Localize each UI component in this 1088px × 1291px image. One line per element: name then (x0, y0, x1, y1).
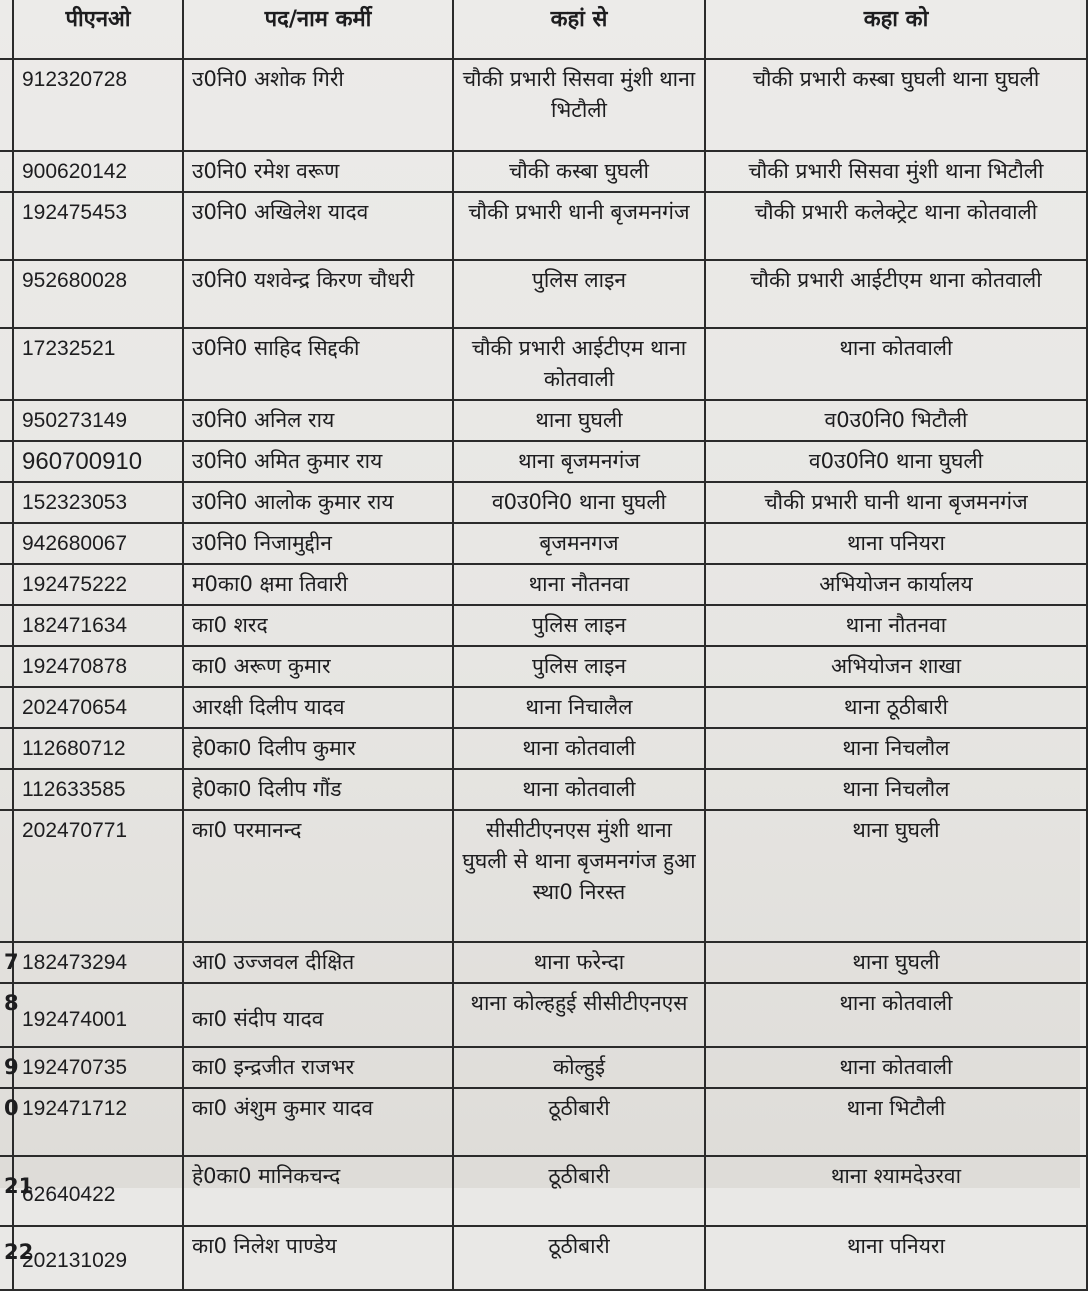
row-serial (0, 810, 13, 942)
row-from: थाना फरेन्दा (453, 942, 705, 983)
table-row (0, 400, 1087, 441)
row-pno: 192471712 (13, 1088, 183, 1156)
row-from: थाना बृजमनगंज (453, 441, 705, 482)
row-from: पुलिस लाइन (453, 646, 705, 687)
row-name: उ0नि0 अमित कुमार राय (183, 441, 453, 482)
row-name: आरक्षी दिलीप यादव (183, 687, 453, 728)
table-row (0, 1156, 1087, 1226)
row-pno: 942680067 (13, 523, 183, 564)
table-row (0, 769, 1087, 810)
row-serial: 0 (0, 1088, 13, 1156)
row-to: चौकी प्रभारी कलेक्ट्रेट थाना कोतवाली (705, 192, 1087, 260)
row-pno: 192475453 (13, 192, 183, 260)
row-serial: 22 (0, 1226, 13, 1290)
row-to: थाना कोतवाली (705, 983, 1087, 1047)
row-to: चौकी प्रभारी आईटीएम थाना कोतवाली (705, 260, 1087, 328)
row-pno: 202470771 (13, 810, 183, 942)
row-pno: 900620142 (13, 151, 183, 192)
row-from: ठूठीबारी (453, 1156, 705, 1226)
row-serial (0, 192, 13, 260)
row-name: हे0का0 मानिकचन्द (183, 1156, 453, 1226)
row-from: पुलिस लाइन (453, 260, 705, 328)
row-to: व0उ0नि0 भिटौली (705, 400, 1087, 441)
row-name: उ0नि0 आलोक कुमार राय (183, 482, 453, 523)
row-pno: 112680712 (13, 728, 183, 769)
row-to: चौकी प्रभारी कस्बा घुघली थाना घुघली (705, 59, 1087, 151)
row-serial (0, 400, 13, 441)
row-name: हे0का0 दिलीप कुमार (183, 728, 453, 769)
table-row (0, 151, 1087, 192)
row-serial: 8 (0, 983, 13, 1047)
row-pno: 192474001 (13, 983, 183, 1047)
row-pno: 152323053 (13, 482, 183, 523)
row-name: उ0नि0 यशवेन्द्र किरण चौधरी (183, 260, 453, 328)
row-serial: 9 (0, 1047, 13, 1088)
table-row (0, 523, 1087, 564)
row-from: पुलिस लाइन (453, 605, 705, 646)
header-name: पद/नाम कर्मी (183, 0, 453, 59)
row-from: थाना घुघली (453, 400, 705, 441)
table-row (0, 482, 1087, 523)
row-pno: 202131029 (13, 1226, 183, 1290)
table-row (0, 810, 1087, 942)
table-row (0, 564, 1087, 605)
row-serial (0, 441, 13, 482)
row-to: अभियोजन कार्यालय (705, 564, 1087, 605)
row-to: थाना पनियरा (705, 1226, 1087, 1290)
row-pno: 112633585 (13, 769, 183, 810)
row-from: चौकी प्रभारी आईटीएम थाना कोतवाली (453, 328, 705, 400)
row-serial: 7 (0, 942, 13, 983)
row-from: चौकी कस्बा घुघली (453, 151, 705, 192)
table-row (0, 59, 1087, 151)
row-serial (0, 523, 13, 564)
table-header-row (0, 0, 1087, 59)
row-to: थाना पनियरा (705, 523, 1087, 564)
row-to: थाना ठूठीबारी (705, 687, 1087, 728)
row-from: व0उ0नि0 थाना घुघली (453, 482, 705, 523)
row-pno: 912320728 (13, 59, 183, 151)
row-name: उ0नि0 अखिलेश यादव (183, 192, 453, 260)
row-name: उ0नि0 साहिद सिद्दकी (183, 328, 453, 400)
row-serial (0, 260, 13, 328)
row-serial (0, 328, 13, 400)
row-to: चौकी प्रभारी सिसवा मुंशी थाना भिटौली (705, 151, 1087, 192)
table-row (0, 728, 1087, 769)
row-pno: 950273149 (13, 400, 183, 441)
row-name: उ0नि0 रमेश वरूण (183, 151, 453, 192)
row-to: थाना श्यामदेउरवा (705, 1156, 1087, 1226)
row-to: थाना भिटौली (705, 1088, 1087, 1156)
row-to: थाना निचलौल (705, 769, 1087, 810)
row-serial (0, 646, 13, 687)
row-pno: 182473294 (13, 942, 183, 983)
row-pno: 202470654 (13, 687, 183, 728)
row-serial (0, 728, 13, 769)
row-name: आ0 उज्जवल दीक्षित (183, 942, 453, 983)
row-from: थाना निचालैल (453, 687, 705, 728)
row-to: चौकी प्रभारी घानी थाना बृजमनगंज (705, 482, 1087, 523)
row-name: का0 शरद (183, 605, 453, 646)
row-to: थाना कोतवाली (705, 328, 1087, 400)
row-serial (0, 151, 13, 192)
row-pno: 952680028 (13, 260, 183, 328)
row-from: ठूठीबारी (453, 1226, 705, 1290)
table-row (0, 1226, 1087, 1290)
row-serial (0, 769, 13, 810)
row-serial (0, 605, 13, 646)
row-to: अभियोजन शाखा (705, 646, 1087, 687)
table-row (0, 942, 1087, 983)
row-pno: 182471634 (13, 605, 183, 646)
row-to: व0उ0नि0 थाना घुघली (705, 441, 1087, 482)
row-from: चौकी प्रभारी धानी बृजमनगंज (453, 192, 705, 260)
table-row (0, 441, 1087, 482)
table-row (0, 328, 1087, 400)
row-pno: 192475222 (13, 564, 183, 605)
row-name: का0 परमानन्द (183, 810, 453, 942)
row-from: बृजमनगज (453, 523, 705, 564)
table-row (0, 983, 1087, 1047)
table-row (0, 192, 1087, 260)
table-row (0, 687, 1087, 728)
row-from: सीसीटीएनएस मुंशी थाना घुघली से थाना बृजमनगंज हुआ स्था0 निरस्त (453, 810, 705, 942)
row-to: थाना घुघली (705, 942, 1087, 983)
row-from: थाना कोल्हहुई सीसीटीएनएस (453, 983, 705, 1047)
row-serial: 21 (0, 1156, 13, 1226)
row-serial (0, 564, 13, 605)
row-pno: 192470878 (13, 646, 183, 687)
row-serial (0, 687, 13, 728)
row-serial (0, 482, 13, 523)
table-row (0, 1047, 1087, 1088)
row-name: का0 अंशुम कुमार यादव (183, 1088, 453, 1156)
table-row (0, 605, 1087, 646)
row-name: म0का0 क्षमा तिवारी (183, 564, 453, 605)
row-name: का0 अरूण कुमार (183, 646, 453, 687)
row-name: उ0नि0 अशोक गिरी (183, 59, 453, 151)
row-to: थाना कोतवाली (705, 1047, 1087, 1088)
row-name: का0 निलेश पाण्डेय (183, 1226, 453, 1290)
row-pno: 17232521 (13, 328, 183, 400)
row-from: थाना कोतवाली (453, 769, 705, 810)
header-to: कहा को (705, 0, 1087, 59)
row-from: थाना कोतवाली (453, 728, 705, 769)
header-pno: पीएनओ (13, 0, 183, 59)
row-serial (0, 59, 13, 151)
row-to: थाना घुघली (705, 810, 1087, 942)
row-from: चौकी प्रभारी सिसवा मुंशी थाना भिटौली (453, 59, 705, 151)
row-name: हे0का0 दिलीप गौंड (183, 769, 453, 810)
table-row (0, 646, 1087, 687)
table-row (0, 260, 1087, 328)
row-name: का0 संदीप यादव (183, 983, 453, 1047)
table-row (0, 1088, 1087, 1156)
header-serial (0, 0, 13, 59)
row-to: थाना निचलौल (705, 728, 1087, 769)
row-from: कोल्हुई (453, 1047, 705, 1088)
header-from: कहां से (453, 0, 705, 59)
row-name: उ0नि0 अनिल राय (183, 400, 453, 441)
row-name: का0 इन्द्रजीत राजभर (183, 1047, 453, 1088)
row-to: थाना नौतनवा (705, 605, 1087, 646)
row-from: ठूठीबारी (453, 1088, 705, 1156)
row-pno: 960700910 (13, 441, 183, 482)
row-from: थाना नौतनवा (453, 564, 705, 605)
row-pno: 192470735 (13, 1047, 183, 1088)
row-pno: 62640422 (13, 1156, 183, 1226)
row-name: उ0नि0 निजामुद्दीन (183, 523, 453, 564)
